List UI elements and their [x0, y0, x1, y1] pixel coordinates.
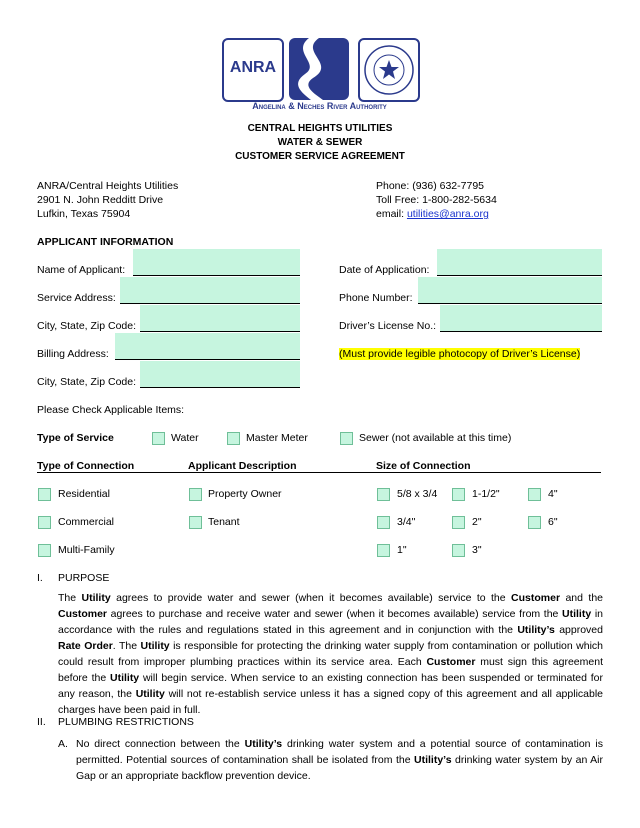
contact-email-link[interactable]: utilities@anra.org	[406, 208, 489, 220]
date-field[interactable]	[437, 249, 602, 276]
address-line-1: ANRA/Central Heights Utilities	[37, 180, 179, 192]
purpose-text: The Utility agrees to provide water and sewer (when it becomes available) service to the Customer and the Customer agrees to purchase and receive water and sewer (when it becomes available) service from the Utility in accordance with the rules and regulations stated in this agreement and in conjunction with the Utility’s approved Rate Order. The Utility is responsible for protecting the drinking water supply from contamination or pollution which could result from improper plumbing practices within its service area. Each Customer must sign this agreement before the Utility will begin service. When service to an existing connection has been suspended or terminated for any reason, the Utility will not re-establish service unless it has a signed copy of this agreement and all applicable charges have been paid in full.	[58, 592, 604, 716]
date-label: Date of Application:	[339, 264, 430, 276]
size-2-checkbox[interactable]	[452, 516, 465, 529]
contact-email-row	[376, 208, 489, 220]
phone-field[interactable]	[418, 277, 602, 304]
property-owner-label: Property Owner	[208, 488, 282, 500]
plumbing-number: II.	[37, 716, 46, 728]
size-5-8-checkbox[interactable]	[377, 488, 390, 501]
license-field[interactable]	[440, 305, 602, 332]
authority-name: Angelina & Neches River Authority	[252, 101, 387, 111]
connection-header-rule	[37, 472, 601, 473]
billing-label: Billing Address:	[37, 348, 109, 360]
tenant-checkbox[interactable]	[189, 516, 202, 529]
water-label: Water	[171, 432, 199, 444]
commercial-checkbox[interactable]	[38, 516, 51, 529]
river-icon	[289, 38, 349, 100]
license-label: Driver’s License No.:	[339, 320, 437, 332]
size-3-checkbox[interactable]	[452, 544, 465, 557]
size-1-1-2-checkbox[interactable]	[452, 488, 465, 501]
contact-email-label: email:	[376, 208, 407, 220]
anra-logo-box	[222, 38, 284, 102]
size-1-label: 1"	[397, 544, 407, 556]
sewer-label: Sewer (not available at this time)	[359, 432, 512, 444]
description-header: Applicant Description	[188, 460, 297, 472]
master-meter-label: Master Meter	[246, 432, 308, 444]
size-3-label: 3"	[472, 544, 482, 556]
license-note: (Must provide legible photocopy of Driver’s License)	[339, 348, 581, 360]
size-4-label: 4"	[548, 488, 558, 500]
size-5-8-label: 5/8 x 3/4	[397, 488, 438, 500]
purpose-heading: PURPOSE	[58, 572, 110, 584]
size-6-checkbox[interactable]	[528, 516, 541, 529]
address-line-2: 2901 N. John Redditt Drive	[37, 194, 164, 206]
contact-phone: Phone: (936) 632-7795	[376, 180, 484, 192]
anra-abbr: ANRA	[229, 59, 277, 76]
city2-label: City, State, Zip Code:	[37, 376, 137, 388]
size-header: Size of Connection	[376, 460, 471, 472]
plumbing-a-text: No direct connection between the Utility’s drinking water system and a potential source of contamination is permitted. Potential sources of contamination shall be isolated from the Utility’s drinking water system by an Air Gap or an appropriate backflow prevention device.	[76, 738, 603, 782]
plumbing-a-label: A.	[58, 738, 68, 750]
size-4-checkbox[interactable]	[528, 488, 541, 501]
residential-checkbox[interactable]	[38, 488, 51, 501]
address-line-3: Lufkin, Texas 75904	[37, 208, 131, 220]
applicant-heading: APPLICANT INFORMATION	[37, 236, 174, 248]
size-1-1-2-label: 1-1/2"	[472, 488, 500, 500]
service-address-field[interactable]	[120, 277, 300, 304]
size-3-4-checkbox[interactable]	[377, 516, 390, 529]
texas-seal-icon	[360, 40, 418, 100]
purpose-number: I.	[37, 572, 43, 584]
size-6-label: 6"	[548, 516, 558, 528]
size-1-checkbox[interactable]	[377, 544, 390, 557]
title-line-2: WATER & SEWER	[277, 137, 363, 148]
contact-tollfree: Toll Free: 1-800-282-5634	[376, 194, 497, 206]
city2-field[interactable]	[140, 361, 300, 388]
tenant-label: Tenant	[208, 516, 240, 528]
phone-label: Phone Number:	[339, 292, 413, 304]
property-owner-checkbox[interactable]	[189, 488, 202, 501]
size-2-label: 2"	[472, 516, 482, 528]
texas-seal-box	[358, 38, 420, 102]
size-3-4-label: 3/4"	[397, 516, 416, 528]
service-type-label: Type of Service	[37, 432, 114, 444]
master-meter-checkbox[interactable]	[227, 432, 240, 445]
billing-field[interactable]	[115, 333, 300, 360]
check-prompt: Please Check Applicable Items:	[37, 404, 185, 416]
title-line-3: CUSTOMER SERVICE AGREEMENT	[235, 151, 405, 162]
water-checkbox[interactable]	[152, 432, 165, 445]
plumbing-heading: PLUMBING RESTRICTIONS	[58, 716, 194, 728]
title-line-1: CENTRAL HEIGHTS UTILITIES	[247, 123, 393, 134]
name-field[interactable]	[133, 249, 300, 276]
multi-family-label: Multi-Family	[58, 544, 115, 556]
sewer-checkbox[interactable]	[340, 432, 353, 445]
multi-family-checkbox[interactable]	[38, 544, 51, 557]
commercial-label: Commercial	[58, 516, 115, 528]
connection-header: Type of Connection	[37, 460, 135, 472]
residential-label: Residential	[58, 488, 110, 500]
city1-label: City, State, Zip Code:	[37, 320, 137, 332]
name-label: Name of Applicant:	[37, 264, 126, 276]
city1-field[interactable]	[140, 305, 300, 332]
service-address-label: Service Address:	[37, 292, 116, 304]
